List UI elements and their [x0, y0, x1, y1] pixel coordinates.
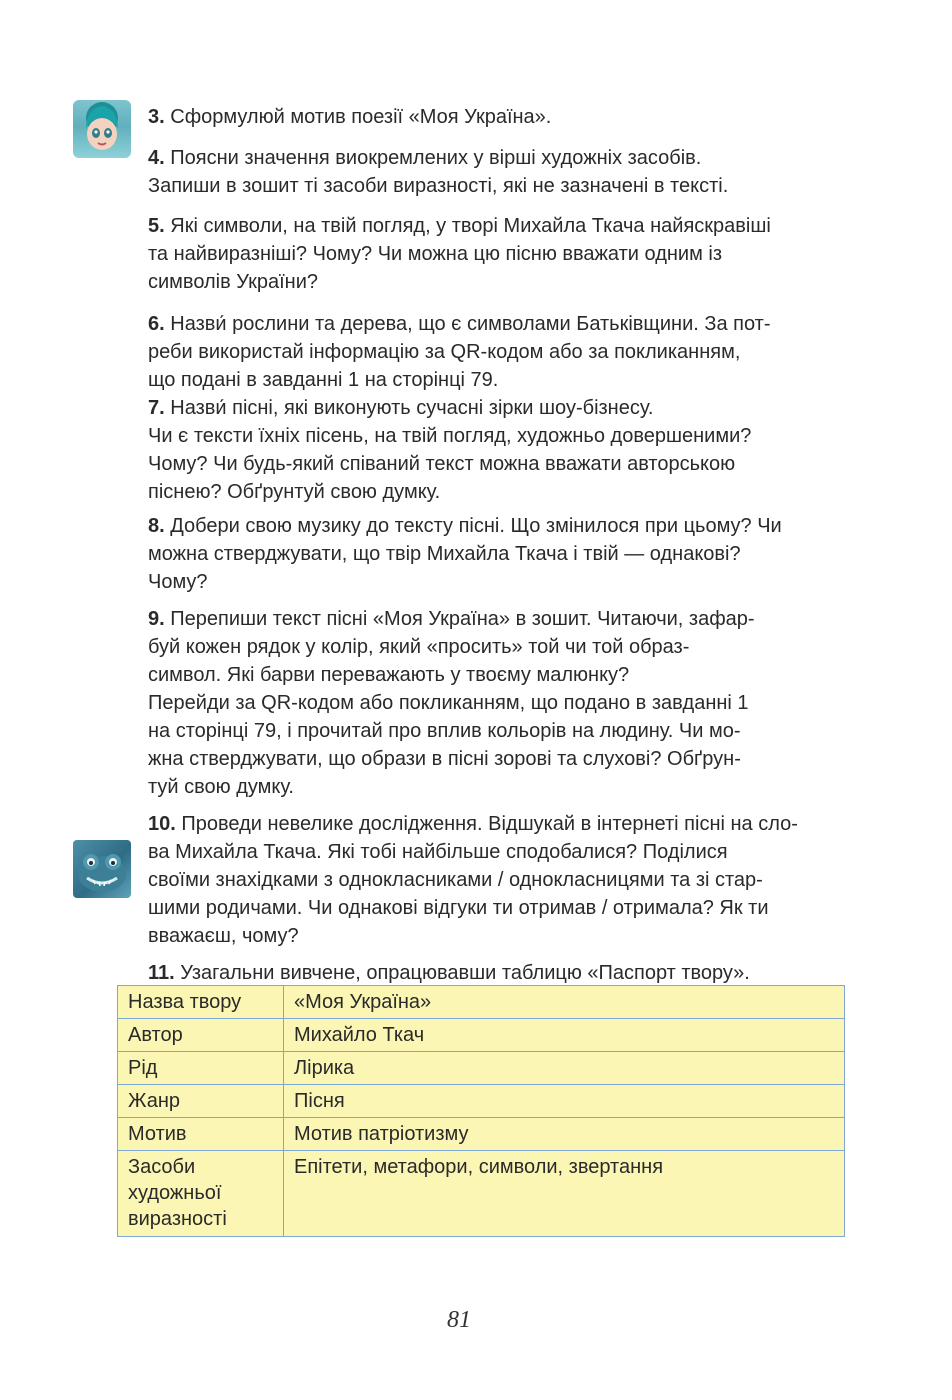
task-3	[148, 103, 854, 131]
task-text-line: Поясни значення виокремлених у вірші художніх засобів.	[170, 147, 702, 169]
task-text-line: реби використай інформацію за QR-кодом або за покликанням,	[148, 341, 741, 363]
task-text-line: Які символи, на твій погляд, у творі Михайла Ткача найяскравіші	[170, 215, 771, 237]
table-row	[118, 986, 845, 1019]
task-text-line: буй кожен рядок у колір, який «просить» той чи той образ-	[148, 636, 690, 658]
task-number: 11.	[148, 962, 175, 984]
task-text-line: туй свою думку.	[148, 776, 294, 798]
task-7	[148, 394, 854, 506]
row-key: Жанр	[118, 1085, 284, 1118]
row-key: Мотив	[118, 1118, 284, 1151]
row-value: Лірика	[284, 1052, 845, 1085]
task-number: 6.	[148, 313, 165, 335]
row-value: Мотив патріотизму	[284, 1118, 845, 1151]
task-text-line: символів України?	[148, 271, 318, 293]
task-number: 5.	[148, 215, 165, 237]
task-10	[148, 810, 854, 950]
task-text-line: Чому?	[148, 571, 208, 593]
frog-character-icon	[73, 840, 131, 898]
task-number: 8.	[148, 515, 165, 537]
task-5	[148, 212, 854, 296]
task-text-line: Назви́ пісні, які виконують сучасні зірки шоу-бізнесу.	[170, 397, 654, 419]
task-number: 3.	[148, 106, 165, 128]
table-row	[118, 1118, 845, 1151]
task-text-line: можна стверджувати, що твір Михайла Ткача і твій — однакові?	[148, 543, 741, 565]
task-number: 10.	[148, 813, 176, 835]
task-text-line: вважаєш, чому?	[148, 925, 299, 947]
task-text-line: шими родичами. Чи однакові відгуки ти отримав / отримала? Як ти	[148, 897, 769, 919]
task-text-line: Назви́ рослини та дерева, що є символами Батьківщини. За пот-	[170, 313, 771, 335]
page-number: 81	[447, 1307, 471, 1333]
table-row	[118, 1151, 845, 1237]
task-number: 9.	[148, 608, 165, 630]
task-text-line: піснею? Обґрунтуй свою думку.	[148, 481, 441, 503]
task-text-line: Запиши в зошит ті засоби виразності, які не зазначені в тексті.	[148, 175, 729, 197]
row-value: Пісня	[284, 1085, 845, 1118]
task-list	[148, 100, 854, 987]
task-text-line: Добери свою музику до тексту пісні. Що змінилося при цьому? Чи	[170, 515, 782, 537]
girl-character-icon	[73, 100, 131, 158]
task-text-line: що подані в завданні 1 на сторінці 79.	[148, 369, 499, 391]
task-text-line: та найвиразніші? Чому? Чи можна цю пісню вважати одним із	[148, 243, 722, 265]
task-8	[148, 512, 854, 596]
row-value: Михайло Ткач	[284, 1019, 845, 1052]
task-9	[148, 605, 854, 801]
row-key: Автор	[118, 1019, 284, 1052]
table-row	[118, 1085, 845, 1118]
task-text-line: Перепиши текст пісні «Моя Україна» в зошит. Читаючи, зафар-	[170, 608, 755, 630]
task-text-line: своїми знахідками з однокласниками / однокласницями та зі стар-	[148, 869, 763, 891]
task-4	[148, 144, 854, 200]
task-text-line: на сторінці 79, і прочитай про вплив кольорів на людину. Чи мо-	[148, 720, 741, 742]
task-text-line: Сформулюй мотив поезії «Моя Україна».	[170, 106, 552, 128]
row-value: «Моя Україна»	[284, 986, 845, 1019]
task-text-line: Чи є тексти їхніх пісень, на твій погляд, художньо довершеними?	[148, 425, 752, 447]
task-number: 4.	[148, 147, 165, 169]
work-passport-table	[117, 985, 845, 1237]
task-number: 7.	[148, 397, 165, 419]
task-6	[148, 310, 854, 394]
table-row	[118, 1052, 845, 1085]
task-text-line: символ. Які барви переважають у твоєму малюнку?	[148, 664, 630, 686]
task-text-line: Узагальни вивчене, опрацювавши таблицю «Паспорт твору».	[180, 962, 750, 984]
task-text-line: Чому? Чи будь-який співаний текст можна вважати авторською	[148, 453, 736, 475]
row-key: Рід	[118, 1052, 284, 1085]
table-row	[118, 1019, 845, 1052]
task-text-line: ва Михайла Ткача. Які тобі найбільше сподобалися? Поділися	[148, 841, 728, 863]
task-text-line: жна стверджувати, що образи в пісні зорові та слухові? Обґрун-	[148, 748, 741, 770]
row-key: Засоби художньої виразності	[118, 1151, 284, 1237]
row-key: Назва твору	[118, 986, 284, 1019]
task-text-line: Проведи невелике дослідження. Відшукай в інтернеті пісні на сло-	[181, 813, 798, 835]
task-11	[148, 959, 854, 987]
row-value: Епітети, метафори, символи, звертання	[284, 1151, 845, 1237]
task-text-line: Перейди за QR-кодом або покликанням, що подано в завданні 1	[148, 692, 749, 714]
